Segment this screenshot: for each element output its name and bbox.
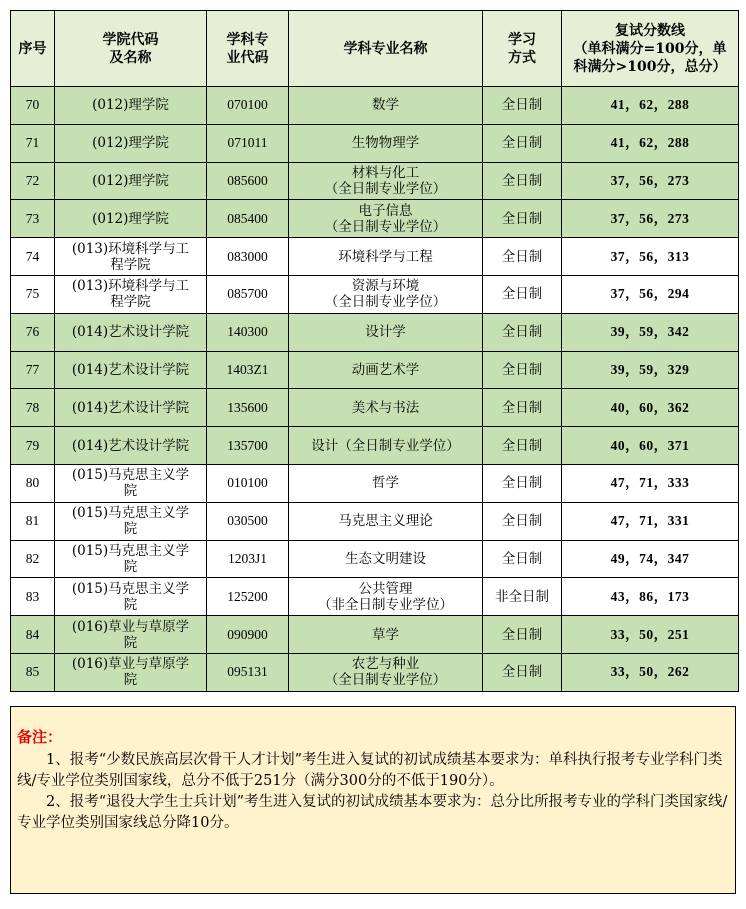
- cell-major-name: 设计学: [289, 313, 483, 351]
- cell-study-mode: 全日制: [483, 351, 562, 389]
- cell-major-code: 085600: [207, 162, 289, 200]
- cell-score: 47，71，331: [562, 502, 739, 540]
- cell-score: 37，56，273: [562, 200, 739, 238]
- cell-college: (014)艺术设计学院: [55, 427, 207, 465]
- cell-college: (015)马克思主义学 院: [55, 540, 207, 578]
- cell-major-code: 085400: [207, 200, 289, 238]
- cell-major-name: 哲学: [289, 464, 483, 502]
- table-row: [11, 200, 739, 238]
- cell-study-mode: 全日制: [483, 238, 562, 276]
- cell-study-mode: 全日制: [483, 616, 562, 654]
- cell-major-code: 070100: [207, 87, 289, 125]
- cell-study-mode: 全日制: [483, 162, 562, 200]
- cell-major-code: 095131: [207, 653, 289, 691]
- cell-seq: 71: [11, 124, 55, 162]
- cell-score: 40，60，362: [562, 389, 739, 427]
- cell-college: (016)草业与草原学 院: [55, 653, 207, 691]
- cell-major-name: 动画艺术学: [289, 351, 483, 389]
- cell-major-name: 数学: [289, 87, 483, 125]
- cell-major-code: 071011: [207, 124, 289, 162]
- cell-study-mode: 全日制: [483, 275, 562, 313]
- cell-score: 37，56，273: [562, 162, 739, 200]
- cell-score: 40，60，371: [562, 427, 739, 465]
- cell-study-mode: 非全日制: [483, 578, 562, 616]
- cell-major-name: 环境科学与工程: [289, 238, 483, 276]
- table-row: [11, 464, 739, 502]
- cell-major-code: 1203J1: [207, 540, 289, 578]
- cell-major-code: 125200: [207, 578, 289, 616]
- cell-major-code: 090900: [207, 616, 289, 654]
- cell-college: (012)理学院: [55, 162, 207, 200]
- cell-seq: 74: [11, 238, 55, 276]
- cell-college: (014)艺术设计学院: [55, 313, 207, 351]
- cell-major-code: 135600: [207, 389, 289, 427]
- cell-college: (013)环境科学与工 程学院: [55, 275, 207, 313]
- table-row: [11, 162, 739, 200]
- header-major-name: 学科专业名称: [289, 11, 483, 87]
- table-row: [11, 427, 739, 465]
- cell-study-mode: 全日制: [483, 200, 562, 238]
- cell-college: (012)理学院: [55, 200, 207, 238]
- cell-seq: 82: [11, 540, 55, 578]
- cell-study-mode: 全日制: [483, 502, 562, 540]
- cell-major-code: 030500: [207, 502, 289, 540]
- cell-study-mode: 全日制: [483, 124, 562, 162]
- table-row: [11, 616, 739, 654]
- cell-score: 47，71，333: [562, 464, 739, 502]
- cell-major-name: 资源与环境 （全日制专业学位）: [289, 275, 483, 313]
- table-row: [11, 502, 739, 540]
- cell-score: 39，59，342: [562, 313, 739, 351]
- cell-major-code: 1403Z1: [207, 351, 289, 389]
- cell-college: (014)艺术设计学院: [55, 351, 207, 389]
- cell-college: (014)艺术设计学院: [55, 389, 207, 427]
- cell-study-mode: 全日制: [483, 540, 562, 578]
- cell-study-mode: 全日制: [483, 389, 562, 427]
- cell-seq: 83: [11, 578, 55, 616]
- cell-score: 37，56，294: [562, 275, 739, 313]
- cell-seq: 72: [11, 162, 55, 200]
- header-major-code: 学科专 业代码: [207, 11, 289, 87]
- cell-major-code: 085700: [207, 275, 289, 313]
- cell-seq: 81: [11, 502, 55, 540]
- notes-box: [10, 706, 736, 894]
- header-college: 学院代码 及名称: [55, 11, 207, 87]
- note-item-2: 2、报考“退役大学生士兵计划”考生进入复试的初试成绩基本要求为：总分比所报考专业的学科门类国家线/专业学位类别国家线总分降10分。: [17, 794, 728, 831]
- cell-score: 37，56，313: [562, 238, 739, 276]
- score-table: [10, 10, 739, 692]
- table-row: [11, 389, 739, 427]
- cell-seq: 76: [11, 313, 55, 351]
- cell-seq: 77: [11, 351, 55, 389]
- cell-study-mode: 全日制: [483, 313, 562, 351]
- cell-major-name: 材料与化工 （全日制专业学位）: [289, 162, 483, 200]
- table-row: [11, 578, 739, 616]
- table-row: [11, 540, 739, 578]
- cell-seq: 75: [11, 275, 55, 313]
- cell-seq: 70: [11, 87, 55, 125]
- header-seq: 序号: [11, 11, 55, 87]
- cell-major-name: 美术与书法: [289, 389, 483, 427]
- cell-college: (012)理学院: [55, 124, 207, 162]
- cell-college: (015)马克思主义学 院: [55, 578, 207, 616]
- cell-major-name: 马克思主义理论: [289, 502, 483, 540]
- cell-college: (012)理学院: [55, 87, 207, 125]
- cell-seq: 73: [11, 200, 55, 238]
- cell-major-name: 公共管理 （非全日制专业学位）: [289, 578, 483, 616]
- notes-label: 备注：: [17, 728, 63, 746]
- cell-major-name: 草学: [289, 616, 483, 654]
- cell-seq: 78: [11, 389, 55, 427]
- cell-college: (015)马克思主义学 院: [55, 502, 207, 540]
- cell-major-code: 010100: [207, 464, 289, 502]
- note-item-1: 1、报考“少数民族高层次骨干人才计划”考生进入复试的初试成绩基本要求为：单科执行报考专业学科门类线/专业学位类别国家线，总分不低于251分（满分300分的不低于190分）。: [17, 752, 723, 789]
- cell-score: 49，74，347: [562, 540, 739, 578]
- cell-seq: 80: [11, 464, 55, 502]
- table-row: [11, 351, 739, 389]
- cell-major-code: 083000: [207, 238, 289, 276]
- cell-major-name: 电子信息 （全日制专业学位）: [289, 200, 483, 238]
- cell-study-mode: 全日制: [483, 464, 562, 502]
- cell-seq: 79: [11, 427, 55, 465]
- cell-score: 41，62，288: [562, 87, 739, 125]
- table-row: [11, 313, 739, 351]
- cell-college: (013)环境科学与工 程学院: [55, 238, 207, 276]
- cell-score: 43，86，173: [562, 578, 739, 616]
- header-study-mode: 学习 方式: [483, 11, 562, 87]
- cell-college: (015)马克思主义学 院: [55, 464, 207, 502]
- header-score: 复试分数线 （单科满分=100分，单 科满分>100分，总分）: [562, 11, 739, 87]
- cell-major-name: 生物物理学: [289, 124, 483, 162]
- cell-major-code: 135700: [207, 427, 289, 465]
- header-row: [11, 11, 739, 87]
- cell-college: (016)草业与草原学 院: [55, 616, 207, 654]
- cell-study-mode: 全日制: [483, 653, 562, 691]
- table-row: [11, 238, 739, 276]
- cell-study-mode: 全日制: [483, 87, 562, 125]
- cell-seq: 84: [11, 616, 55, 654]
- table-row: [11, 124, 739, 162]
- table-row: [11, 275, 739, 313]
- cell-score: 39，59，329: [562, 351, 739, 389]
- cell-major-name: 农艺与种业 （全日制专业学位）: [289, 653, 483, 691]
- cell-study-mode: 全日制: [483, 427, 562, 465]
- table-row: [11, 653, 739, 691]
- cell-score: 41，62，288: [562, 124, 739, 162]
- cell-score: 33，50，262: [562, 653, 739, 691]
- cell-major-name: 生态文明建设: [289, 540, 483, 578]
- table-row: [11, 87, 739, 125]
- cell-major-name: 设计（全日制专业学位）: [289, 427, 483, 465]
- cell-major-code: 140300: [207, 313, 289, 351]
- cell-seq: 85: [11, 653, 55, 691]
- cell-score: 33，50，251: [562, 616, 739, 654]
